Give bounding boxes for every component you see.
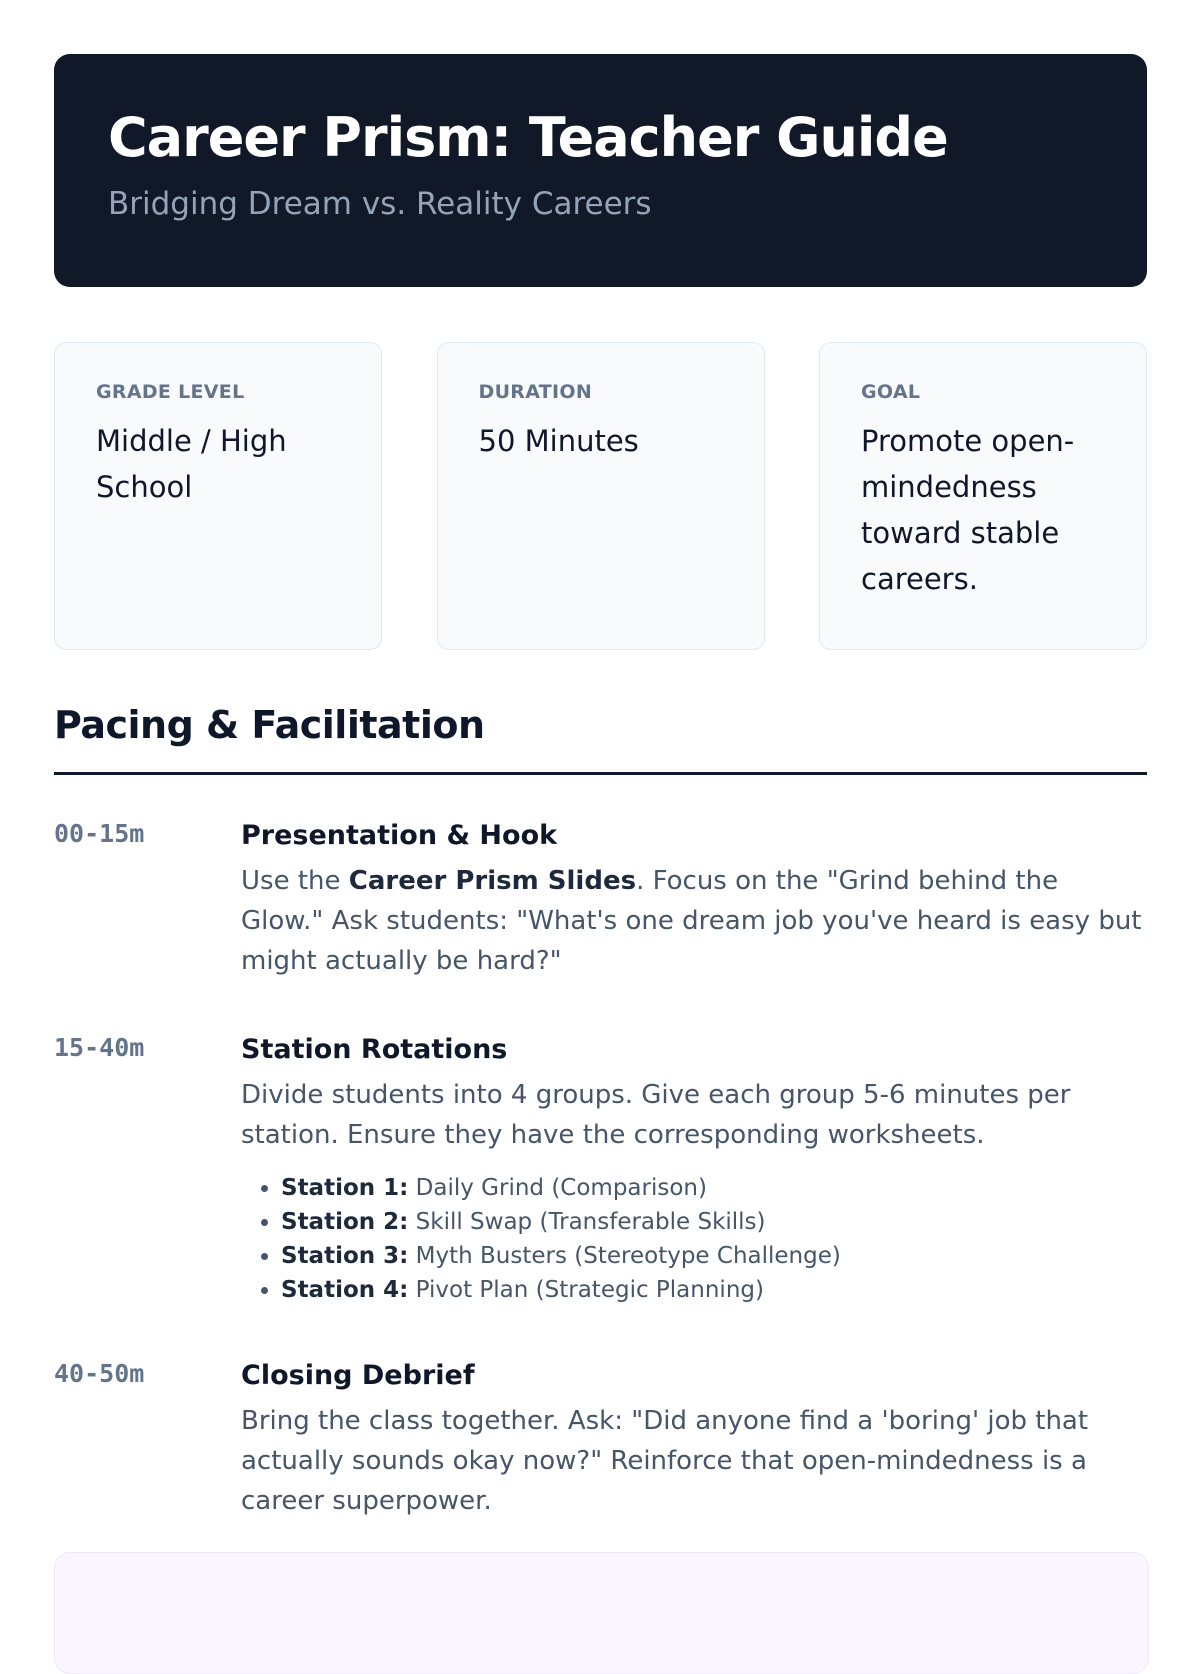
grade-level-card [54,342,382,650]
text-segment: . Focus on the "Grind behind the Glow." Ask students: "What's one dream job you've heard is easy but might actually be hard?" [241,866,1142,976]
station-text: Myth Busters (Stereotype Challenge) [408,1243,841,1269]
text-segment: Use the [241,866,349,896]
station-text: Pivot Plan (Strategic Planning) [408,1277,764,1303]
step-description [241,861,1147,981]
station-label: Station 1: [281,1175,409,1201]
card-label: DURATION [478,381,593,403]
header-banner [54,54,1147,287]
card-value: 50 Minutes [478,424,639,458]
timeline-body [241,819,1147,981]
list-item [281,1171,1147,1205]
time-range: 40-50m [54,1359,145,1388]
section-heading: Pacing & Facilitation [54,706,1147,775]
tip-box [54,1552,1149,1674]
timeline-item [54,819,1147,981]
time-range: 15-40m [54,1033,145,1062]
timeline-body [241,1033,1147,1307]
step-description: Bring the class together. Ask: "Did anyone find a 'boring' job that actually sounds okay now?" Reinforce that open-mindedness is a career superpower. [241,1406,1089,1516]
pacing-timeline [54,819,1147,1521]
list-item [281,1205,1147,1239]
timeline-item [54,1359,1147,1521]
time-range: 00-15m [54,819,145,848]
info-cards [54,342,1147,650]
step-title: Station Rotations [241,1034,508,1065]
card-value: Middle / High School [96,424,287,504]
step-description: Divide students into 4 groups. Give each group 5-6 minutes per station. Ensure they have the corresponding worksheets. [241,1080,1071,1150]
card-label: GRADE LEVEL [96,381,245,403]
card-label: GOAL [861,381,921,403]
slides-reference: Career Prism Slides [348,866,637,896]
station-list [241,1171,1147,1307]
timeline-body [241,1359,1147,1521]
list-item [281,1239,1147,1273]
station-label: Station 3: [281,1243,409,1269]
card-value: Promote open-mindedness toward stable careers. [861,424,1075,596]
station-label: Station 2: [281,1209,409,1235]
list-item [281,1273,1147,1307]
station-text: Skill Swap (Transferable Skills) [408,1209,766,1235]
station-label: Station 4: [281,1277,409,1303]
step-title: Closing Debrief [241,1360,475,1391]
station-text: Daily Grind (Comparison) [408,1175,707,1201]
teacher-guide-page [54,54,1147,1573]
page-subtitle: Bridging Dream vs. Reality Careers [108,185,652,222]
step-title: Presentation & Hook [241,820,558,851]
duration-card [437,342,765,650]
goal-card [819,342,1147,650]
timeline-item [54,1033,1147,1307]
page-title: Career Prism: Teacher Guide [108,106,948,169]
